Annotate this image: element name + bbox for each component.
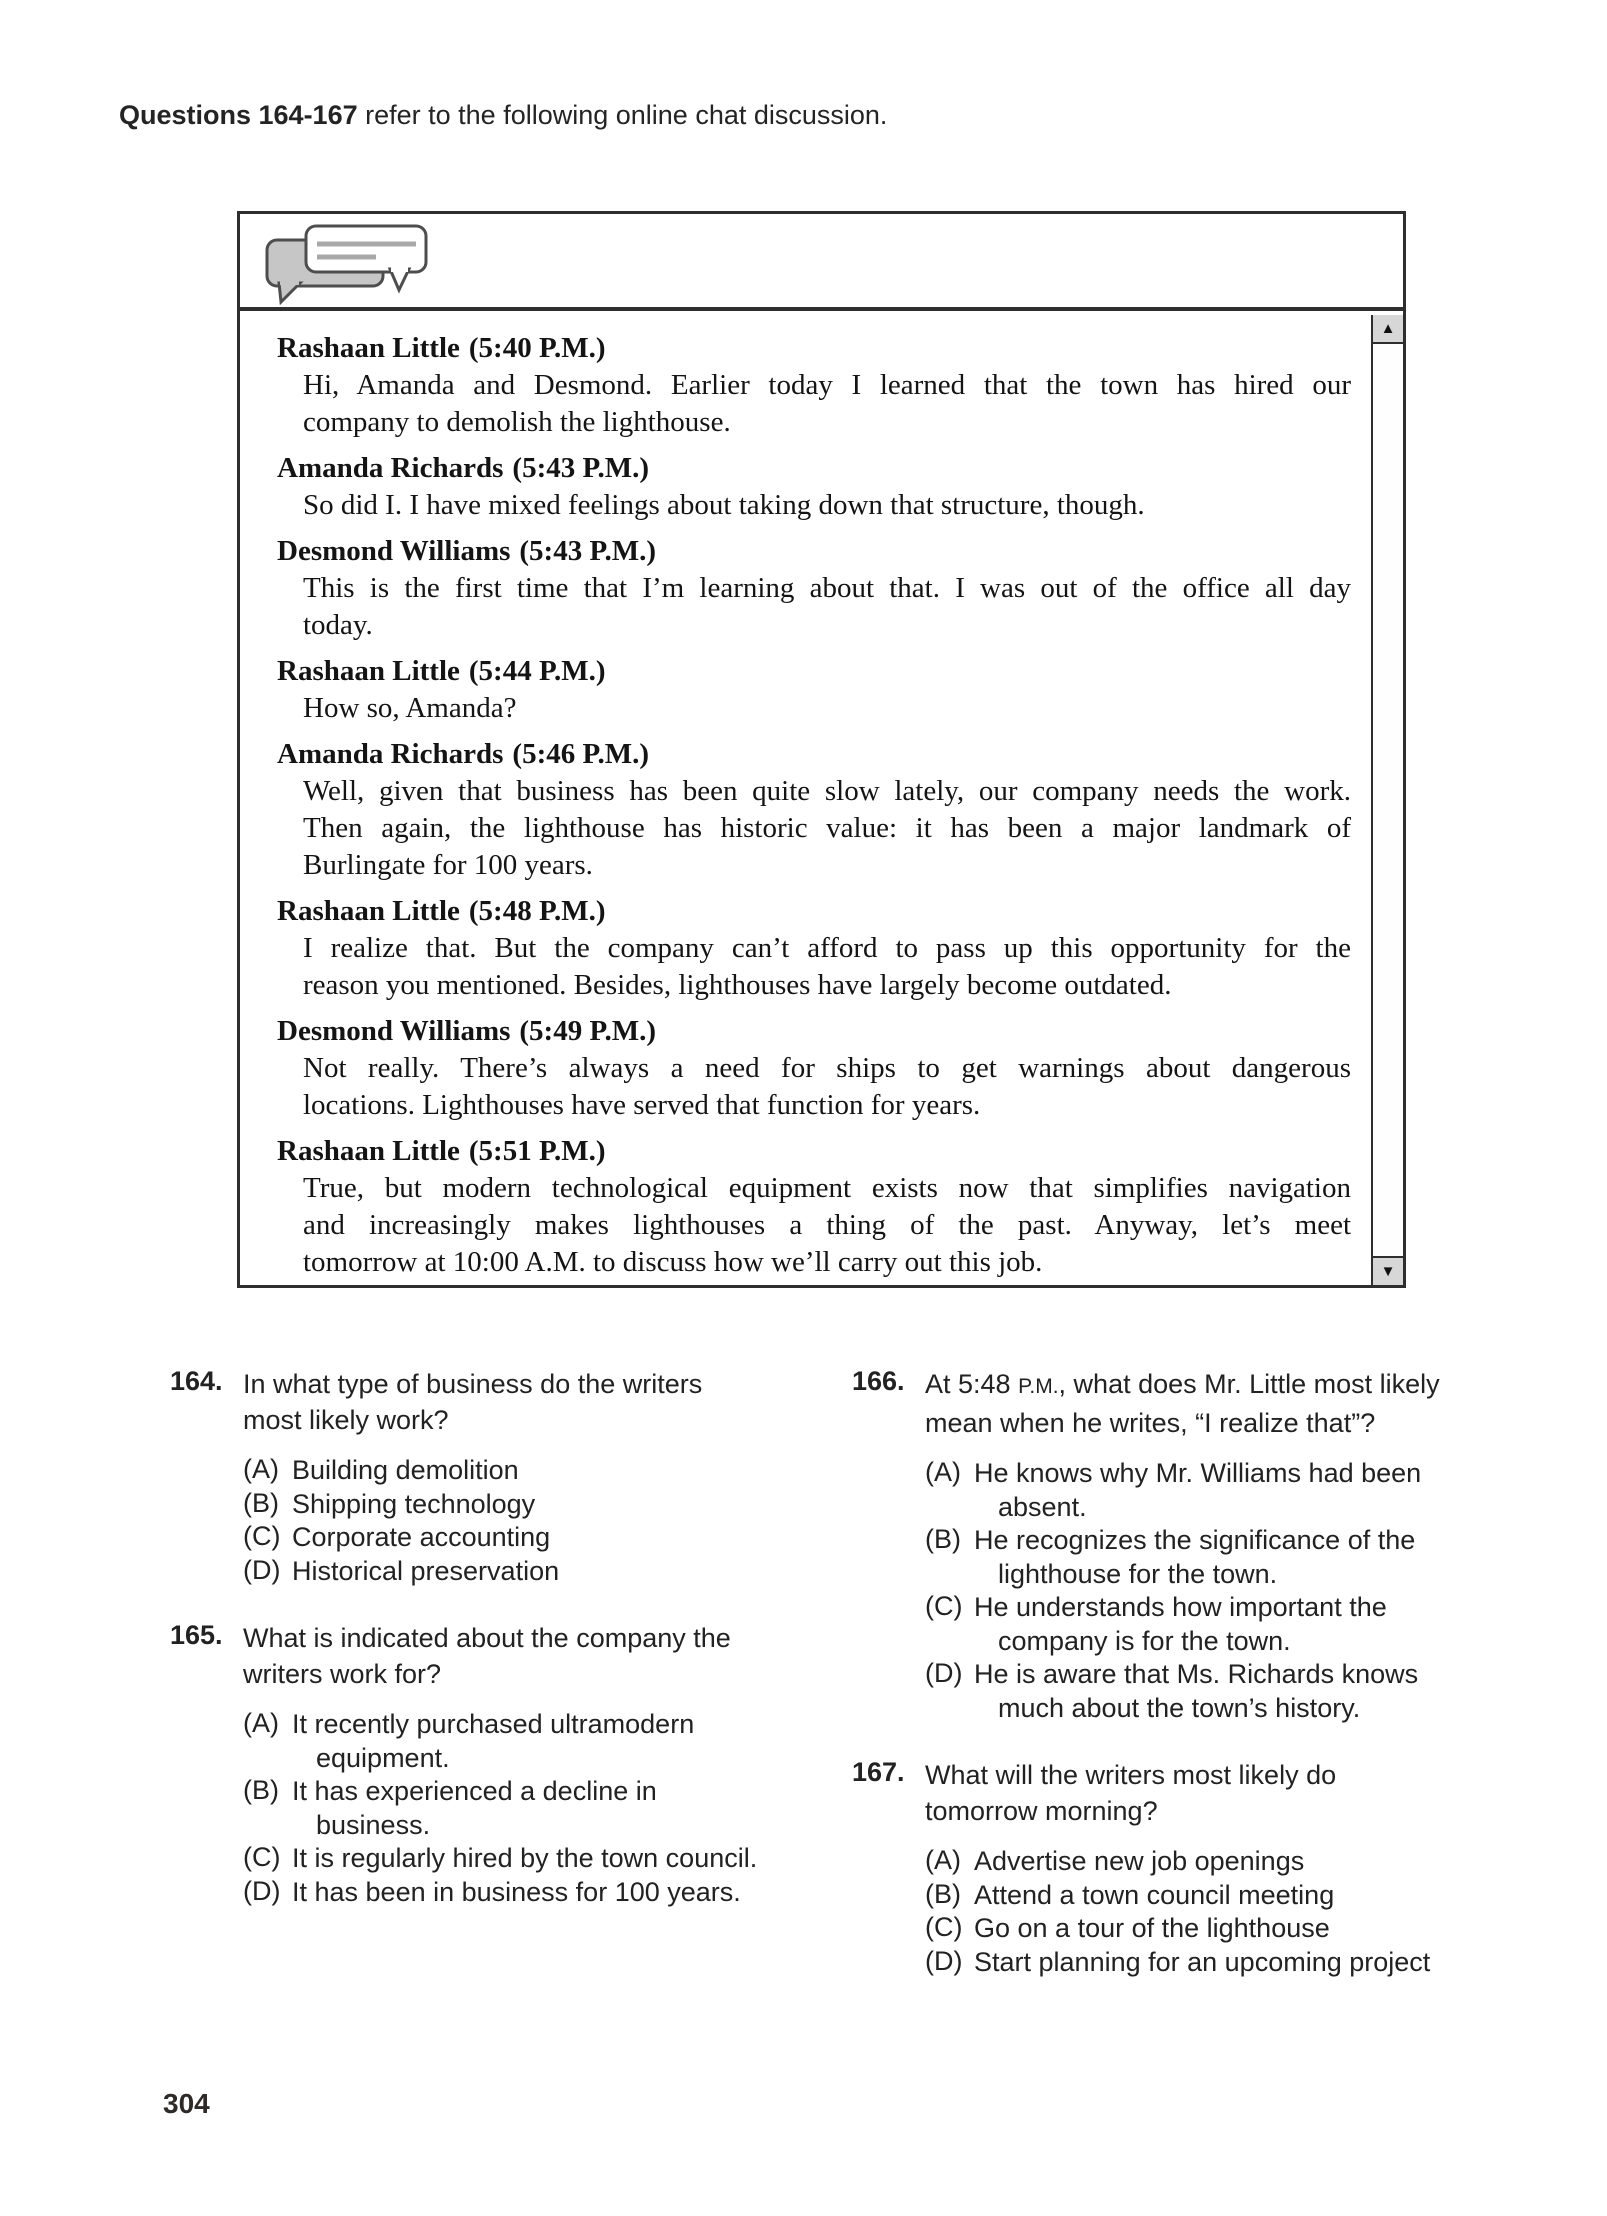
chat-timestamp: (5:44 P.M.) — [468, 655, 606, 687]
option-text-line: Start planning for an upcoming project — [974, 1946, 1431, 1977]
chat-timestamp: (5:51 P.M.) — [468, 1135, 606, 1167]
option-A — [925, 1845, 1532, 1879]
chat-sender-name: Amanda Richards — [277, 452, 504, 484]
chat-message-line: True, but modern technological equipment exists now that simplifies navigation — [303, 1172, 1351, 1204]
option-text — [974, 1457, 1532, 1524]
option-letter: (D) — [243, 1554, 281, 1585]
option-letter: (C) — [925, 1591, 963, 1621]
chat-message-header — [277, 653, 1351, 690]
chat-message-line: How so, Amanda? — [303, 692, 517, 724]
chat-timestamp: (5:48 P.M.) — [468, 895, 606, 927]
chat-message — [277, 1133, 1351, 1281]
instruction-question-range: Questions 164-167 — [119, 100, 358, 130]
question-164 — [170, 1366, 820, 1588]
questions-column-right — [852, 1366, 1532, 2011]
question-text-line: most likely work? — [243, 1405, 449, 1435]
chat-message-line: Hi, Amanda and Desmond. Earlier today I learned that the town has hired our — [303, 369, 1351, 401]
option-C — [243, 1842, 820, 1876]
option-text-line: much about the town’s history. — [998, 1692, 1361, 1723]
question-165 — [170, 1620, 820, 1909]
option-letter: (C) — [243, 1842, 281, 1872]
chat-message-text — [303, 367, 1351, 441]
option-text — [292, 1454, 820, 1488]
option-letter: (D) — [243, 1875, 281, 1906]
option-B — [243, 1775, 820, 1842]
question-body — [243, 1366, 820, 1588]
instruction-text: refer to the following online chat discussion. — [357, 100, 888, 130]
chat-message-header — [277, 1133, 1351, 1170]
option-C — [925, 1591, 1532, 1658]
scrollbar[interactable] — [1371, 315, 1403, 1285]
option-B — [925, 1879, 1532, 1913]
option-B — [243, 1488, 820, 1522]
option-text — [292, 1708, 820, 1775]
chat-message — [277, 736, 1351, 884]
chat-messages — [240, 315, 1371, 1285]
chat-message-line: So did I. I have mixed feelings about taking down that structure, though. — [303, 489, 1145, 521]
option-C — [243, 1521, 820, 1555]
question-text-line: At 5:48 P.M., what does Mr. Little most likely — [925, 1369, 1440, 1399]
chat-timestamp: (5:43 P.M.) — [519, 535, 657, 567]
option-text — [974, 1845, 1532, 1879]
chat-message — [277, 450, 1351, 524]
option-text-line: company is for the town. — [998, 1625, 1291, 1656]
option-D — [243, 1876, 820, 1910]
chat-message-header — [277, 330, 1351, 367]
question-body — [925, 1366, 1532, 1725]
chat-window-body — [240, 315, 1403, 1285]
option-text-line: business. — [316, 1809, 431, 1840]
option-text-line: He understands how important the — [974, 1592, 1387, 1622]
chat-message-line: reason you mentioned. Besides, lighthouses have largely become outdated. — [303, 969, 1172, 1001]
chat-sender-name: Rashaan Little — [277, 895, 460, 927]
chat-message-text — [303, 1050, 1351, 1124]
option-B — [925, 1524, 1532, 1591]
chat-message-header — [277, 736, 1351, 773]
option-text-line: Building demolition — [292, 1455, 519, 1485]
question-text-line: tomorrow morning? — [925, 1796, 1158, 1826]
chat-message — [277, 533, 1351, 644]
option-letter: (A) — [925, 1845, 961, 1875]
option-letter: (B) — [925, 1878, 961, 1909]
option-letter: (A) — [243, 1708, 279, 1738]
chat-message-line: company to demolish the lighthouse. — [303, 406, 731, 438]
chat-message-line: locations. Lighthouses have served that function for years. — [303, 1089, 981, 1121]
option-text-line: It is regularly hired by the town council. — [292, 1843, 758, 1873]
option-C — [925, 1912, 1532, 1946]
question-text-line: What is indicated about the company the — [243, 1623, 731, 1653]
option-text — [974, 1658, 1532, 1725]
questions-column-left — [170, 1366, 820, 1941]
option-text — [292, 1555, 820, 1589]
option-letter: (A) — [243, 1454, 279, 1484]
option-text — [974, 1524, 1532, 1591]
question-text-line: What will the writers most likely do — [925, 1760, 1337, 1790]
option-text — [974, 1879, 1532, 1913]
chat-window — [237, 211, 1406, 1288]
chat-sender-name: Desmond Williams — [277, 1015, 511, 1047]
option-text-line: He knows why Mr. Williams had been — [974, 1458, 1422, 1488]
option-letter: (D) — [925, 1658, 963, 1688]
option-text — [292, 1842, 820, 1876]
option-text-line: He is aware that Ms. Richards knows — [974, 1659, 1419, 1689]
option-text-line: Historical preservation — [292, 1555, 560, 1586]
chat-sender-name: Rashaan Little — [277, 655, 460, 687]
chat-message-header — [277, 1013, 1351, 1050]
chat-timestamp: (5:46 P.M.) — [512, 738, 650, 770]
question-text-line: mean when he writes, “I realize that”? — [925, 1408, 1376, 1438]
option-text-line: Corporate accounting — [292, 1522, 551, 1552]
option-D — [925, 1946, 1532, 1980]
question-number: 166. — [852, 1366, 905, 1396]
options-list — [925, 1457, 1532, 1725]
question-number: 165. — [170, 1620, 223, 1650]
question-number: 167. — [852, 1757, 905, 1787]
chat-timestamp: (5:43 P.M.) — [512, 452, 650, 484]
chat-message-text — [303, 487, 1351, 524]
chat-message-text — [303, 1170, 1351, 1281]
option-text — [974, 1946, 1532, 1980]
chat-message-header — [277, 893, 1351, 930]
question-number: 164. — [170, 1366, 223, 1396]
option-text-line: Advertise new job openings — [974, 1846, 1305, 1876]
option-text-line: lighthouse for the town. — [998, 1558, 1278, 1589]
chat-sender-name: Rashaan Little — [277, 1135, 460, 1167]
option-text-line: Go on a tour of the lighthouse — [974, 1913, 1330, 1943]
option-text — [974, 1912, 1532, 1946]
chat-timestamp: (5:40 P.M.) — [468, 332, 606, 364]
chat-message-line: and increasingly makes lighthouses a thing of the past. Anyway, let’s meet — [303, 1209, 1351, 1241]
options-list — [925, 1845, 1532, 1979]
option-letter: (A) — [925, 1457, 961, 1487]
question-body — [925, 1757, 1532, 1979]
chat-message-line: today. — [303, 609, 373, 641]
chat-message-header — [277, 533, 1351, 570]
chat-message-line: Then again, the lighthouse has historic value: it has been a major landmark of — [303, 812, 1351, 844]
chat-message — [277, 893, 1351, 1004]
options-list — [243, 1708, 820, 1909]
question-166 — [852, 1366, 1532, 1725]
option-letter: (B) — [243, 1487, 279, 1518]
scroll-down-button[interactable]: ▼ — [1373, 1256, 1403, 1285]
option-text — [292, 1488, 820, 1522]
chat-message-header — [277, 450, 1351, 487]
chat-message-text — [303, 690, 1351, 727]
chat-sender-name: Rashaan Little — [277, 332, 460, 364]
chat-message-line: Well, given that business has been quite slow lately, our company needs the work. — [303, 775, 1351, 807]
chat-window-header — [240, 214, 1403, 311]
question-body — [243, 1620, 820, 1909]
option-D — [925, 1658, 1532, 1725]
chat-message-line: Burlingate for 100 years. — [303, 849, 593, 881]
chat-message — [277, 1013, 1351, 1124]
option-A — [243, 1454, 820, 1488]
option-text-line: It recently purchased ultramodern — [292, 1709, 695, 1739]
option-text-line: It has experienced a decline in — [292, 1776, 657, 1806]
page-number: 304 — [163, 2088, 210, 2119]
question-text-line: writers work for? — [243, 1659, 442, 1689]
chat-message-line: I realize that. But the company can’t afford to pass up this opportunity for the — [303, 932, 1351, 964]
question-167 — [852, 1757, 1532, 1979]
option-text-line: absent. — [998, 1491, 1087, 1522]
chat-message-text — [303, 930, 1351, 1004]
chat-message-line: Not really. There’s always a need for ships to get warnings about dangerous — [303, 1052, 1351, 1084]
option-text — [974, 1591, 1532, 1658]
option-A — [925, 1457, 1532, 1524]
option-text-line: equipment. — [316, 1742, 450, 1773]
option-text — [292, 1521, 820, 1555]
chat-bubbles-icon — [264, 224, 432, 306]
option-text — [292, 1876, 820, 1910]
chat-message — [277, 330, 1351, 441]
options-list — [243, 1454, 820, 1588]
chat-message-line: This is the first time that I’m learning about that. I was out of the office all day — [303, 572, 1351, 604]
chat-sender-name: Desmond Williams — [277, 535, 511, 567]
scroll-up-button[interactable]: ▲ — [1373, 315, 1403, 344]
chat-message-text — [303, 773, 1351, 884]
option-text-line: He recognizes the significance of the — [974, 1525, 1416, 1555]
option-text-line: It has been in business for 100 years. — [292, 1876, 741, 1907]
option-text — [292, 1775, 820, 1842]
chat-sender-name: Amanda Richards — [277, 738, 504, 770]
option-D — [243, 1555, 820, 1589]
option-letter: (C) — [925, 1912, 963, 1942]
option-A — [243, 1708, 820, 1775]
option-letter: (D) — [925, 1945, 963, 1976]
question-text-line: In what type of business do the writers — [243, 1369, 703, 1399]
option-letter: (B) — [925, 1524, 961, 1554]
chat-message — [277, 653, 1351, 727]
option-text-line: Shipping technology — [292, 1488, 536, 1519]
option-letter: (C) — [243, 1521, 281, 1551]
chat-message-line: tomorrow at 10:00 A.M. to discuss how we’ll carry out this job. — [303, 1246, 1043, 1278]
option-text-line: Attend a town council meeting — [974, 1879, 1335, 1910]
chat-timestamp: (5:49 P.M.) — [519, 1015, 657, 1047]
option-letter: (B) — [243, 1775, 279, 1805]
chat-message-text — [303, 570, 1351, 644]
instructions — [119, 99, 887, 131]
